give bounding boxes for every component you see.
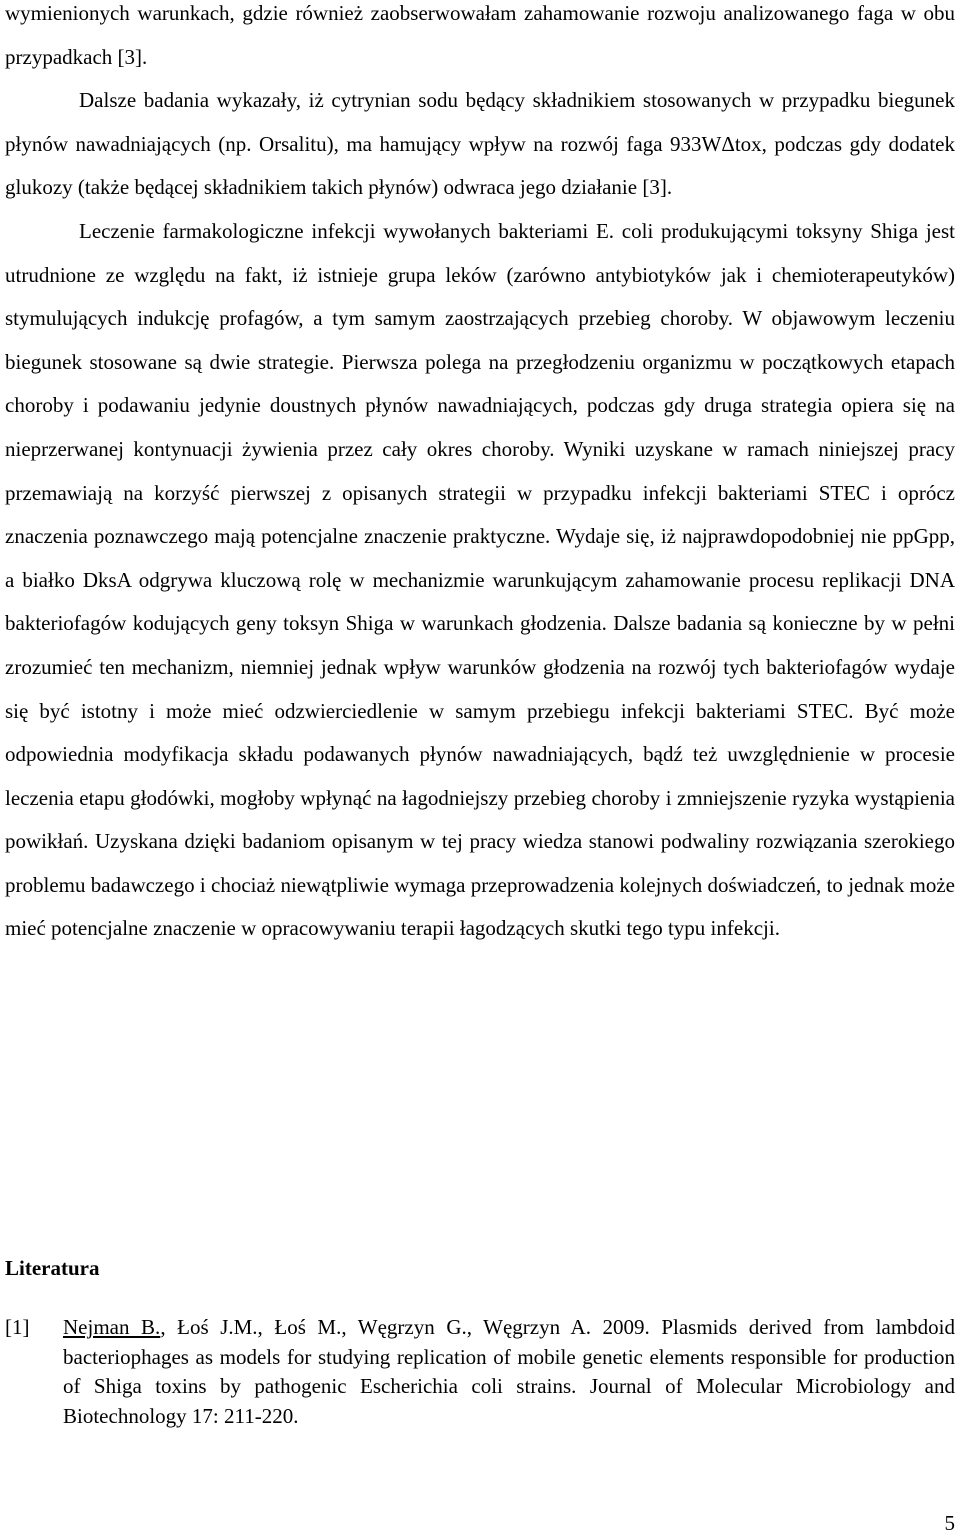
paragraph-citrate-findings: Dalsze badania wykazały, iż cytrynian sodu będący składnikiem stosowanych w przypadku biegunek płynów nawadniających (np. Orsalitu), ma hamujący wpływ na rozwój faga 933WΔtox, podczas gdy dodatek glukozy (także będącej składnikiem takich płynów) odwraca jego działanie [3]. bbox=[5, 88, 955, 200]
paragraph-continuation: wymienionych warunkach, gdzie również zaobserwowałam zahamowanie rozwoju analizowanego faga w obu przypadkach [3]. bbox=[5, 1, 955, 69]
body-text bbox=[5, 0, 955, 951]
reference-list bbox=[5, 1313, 955, 1431]
reference-number: [1] bbox=[5, 1315, 30, 1339]
page-number: 5 bbox=[944, 1511, 955, 1535]
reference-item bbox=[5, 1313, 955, 1431]
reference-text: , Łoś J.M., Łoś M., Węgrzyn G., Węgrzyn A. 2009. Plasmids derived from lambdoid bacteriophages as models for studying replication of mobile genetic elements responsible for production of Shiga toxins by pathogenic Escherichia coli strains. Journal of Molecular Microbiology and Biotechnology 17: 211-220. bbox=[63, 1315, 956, 1428]
section-heading-literature: Literatura bbox=[5, 1256, 100, 1280]
paragraph-treatment-discussion: Leczenie farmakologiczne infekcji wywołanych bakteriami E. coli produkującymi toksyny Shiga jest utrudnione ze względu na fakt, iż istnieje grupa leków (zarówno antybiotyków jak i chemioterapeutyków) stymulujących indukcję profagów, a tym samym zaostrzających przebieg choroby. W objawowym leczeniu biegunek stosowane są dwie strategie. Pierwsza polega na przegłodzeniu organizmu w początkowych etapach choroby i podawaniu jedynie doustnych płynów nawadniających, podczas gdy druga strategia opiera się na nieprzerwanej kontynuacji żywienia przez cały okres choroby. Wyniki uzyskane w ramach niniejszej pracy przemawiają na korzyść pierwszej z opisanych strategii w przypadku infekcji bakteriami STEC i oprócz znaczenia poznawczego mają potencjalne znaczenie praktyczne. Wydaje się, iż najprawdopodobniej nie ppGpp, a białko DksA odgrywa kluczową rolę w mechanizmie warunkującym zahamowanie procesu replikacji DNA bakteriofagów kodujących geny toksyn Shiga w warunkach głodzenia. Dalsze badania są konieczne by w pełni zrozumieć ten mechanizm, niemniej jednak wpływ warunków głodzenia na rozwój tych bakteriofagów wydaje się być istotny i może mieć odzwierciedlenie w samym przebiegu infekcji bakteriami STEC. Być może odpowiednia modyfikacja składu podawanych płynów nawadniających, bądź też uwzględnienie w procesie leczenia etapu głodówki, mogłoby wpłynąć na łagodniejszy przebieg choroby i zmniejszenie ryzyka wystąpienia powikłań. Uzyskana dzięki badaniom opisanym w tej pracy wiedza stanowi podwaliny rozwiązania szerokiego problemu badawczego i chociaż niewątpliwie wymaga przeprowadzenia kolejnych doświadczeń, to jednak może mieć potencjalne znaczenie w opracowywaniu terapii łagodzących skutki tego typu infekcji. bbox=[5, 218, 955, 941]
reference-author-link[interactable]: Nejman B. bbox=[63, 1315, 161, 1339]
